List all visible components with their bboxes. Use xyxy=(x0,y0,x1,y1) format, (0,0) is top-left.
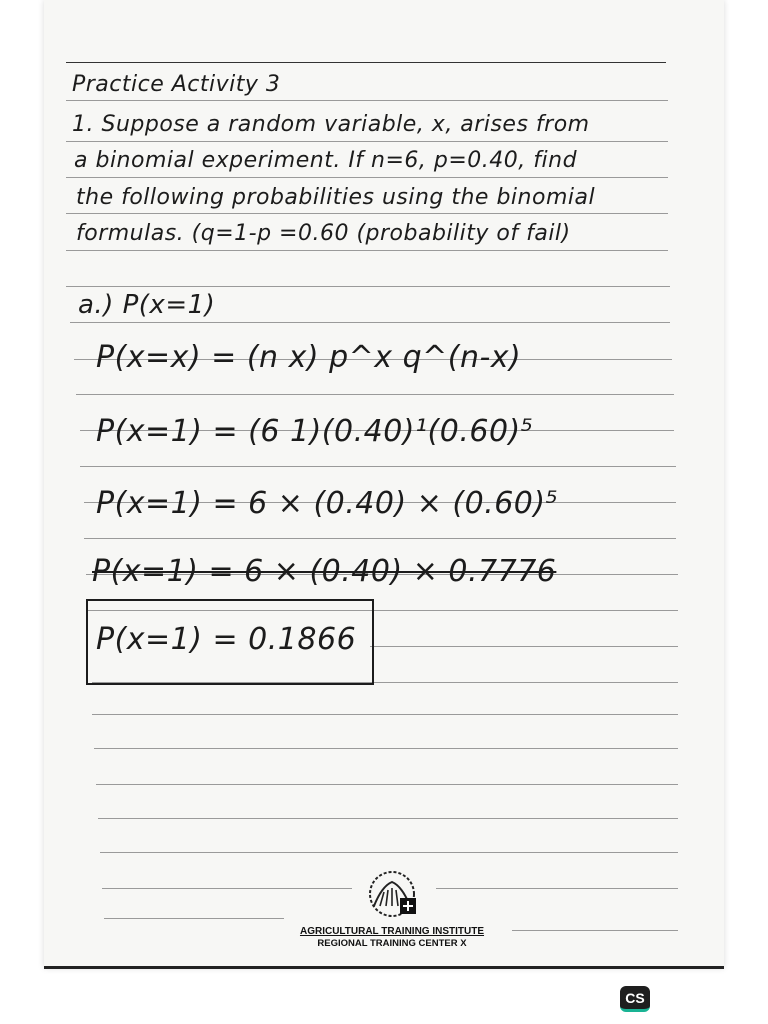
ruled-line xyxy=(66,286,670,287)
notebook-page xyxy=(44,0,724,968)
problem-line-2: a binomial experiment. If n=6, p=0.40, find xyxy=(74,148,578,173)
page-bottom-edge xyxy=(44,966,724,969)
ruled-line xyxy=(66,100,668,101)
ruled-line xyxy=(96,784,678,785)
ruled-line xyxy=(66,250,668,251)
formula-step-4: P(x=1) = 6 × (0.40) × 0.7776 xyxy=(92,554,557,589)
ruled-line xyxy=(84,538,676,539)
ruled-line xyxy=(104,918,284,919)
ruled-line xyxy=(66,141,668,142)
scanner-app-badge: CS xyxy=(620,986,650,1012)
training-center: REGIONAL TRAINING CENTER X xyxy=(317,938,467,949)
problem-line-4: formulas. (q=1-p =0.60 (probability of fail) xyxy=(76,221,571,246)
activity-heading: Practice Activity 3 xyxy=(72,72,281,97)
institute-name: AGRICULTURAL TRAINING INSTITUTE xyxy=(299,926,485,937)
agency-logo-icon xyxy=(360,862,424,926)
ruled-line xyxy=(80,466,676,467)
ruled-line xyxy=(436,888,678,889)
ruled-line xyxy=(94,748,678,749)
ruled-line xyxy=(76,394,674,395)
ruled-line xyxy=(102,888,352,889)
ruled-line xyxy=(98,818,678,819)
ruled-line xyxy=(66,177,668,178)
problem-line-3: the following probabilities using the binomial xyxy=(76,185,596,210)
ruled-line xyxy=(66,62,666,63)
part-a-label: a.) P(x=1) xyxy=(78,290,216,320)
formula-step-2: P(x=1) = (6 1)(0.40)¹(0.60)⁵ xyxy=(96,414,534,449)
ruled-line xyxy=(100,852,678,853)
formula-step-1: P(x=x) = (n x) p^x q^(n-x) xyxy=(96,340,522,375)
ruled-line xyxy=(370,646,678,647)
ruled-line xyxy=(70,322,670,323)
formula-step-3: P(x=1) = 6 × (0.40) × (0.60)⁵ xyxy=(96,486,559,521)
ruled-line xyxy=(66,213,668,214)
ruled-line xyxy=(92,714,678,715)
ruled-line xyxy=(512,930,678,931)
problem-line-1: 1. Suppose a random variable, x, arises from xyxy=(72,112,590,137)
final-answer: P(x=1) = 0.1866 xyxy=(96,622,357,657)
